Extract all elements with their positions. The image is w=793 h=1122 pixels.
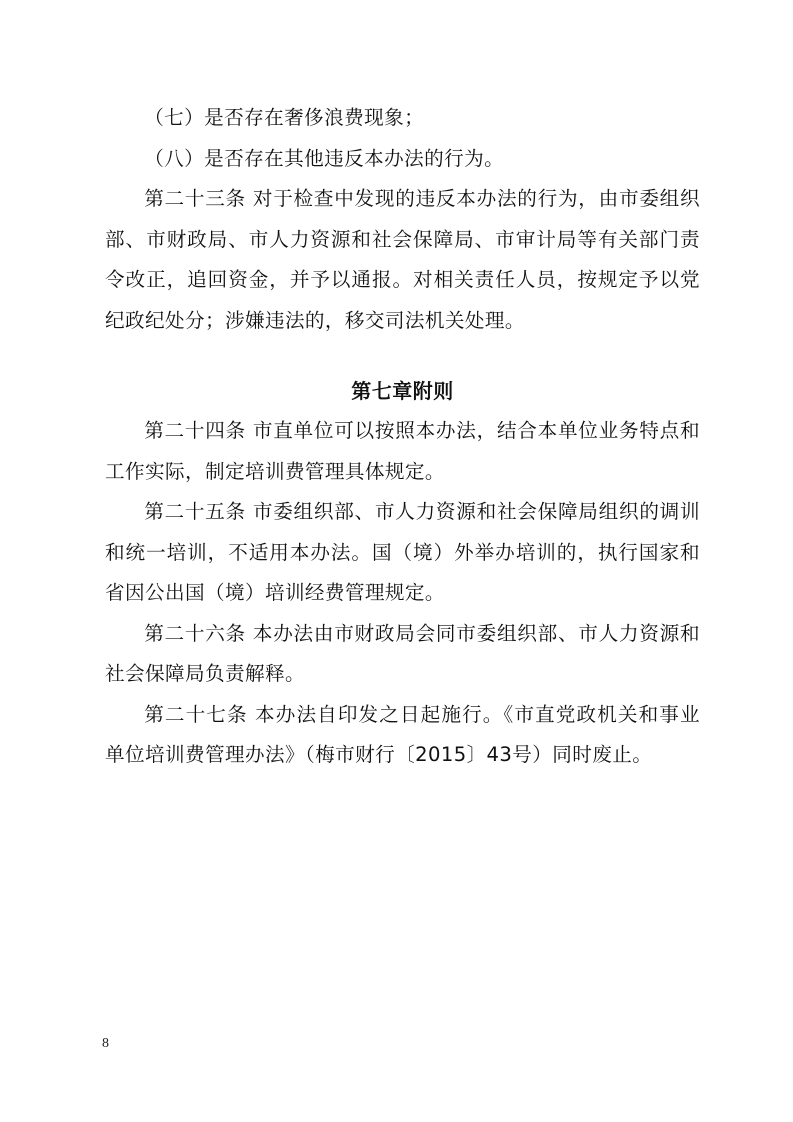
paragraph-item-7: （七）是否存在奢侈浪费现象； xyxy=(144,106,425,129)
page-number: 8 xyxy=(102,1036,109,1051)
paragraph-article-26: 第二十六条 本办法由市财政局会同市委组织部、市人力资源和社会保障局负责解释。 xyxy=(105,621,700,685)
paragraph-article-25: 第二十五条 市委组织部、市人力资源和社会保障局组织的调训和统一培训，不适用本办法。国（境）外举办培训的，执行国家和省因公出国（境）培训经费管理规定。 xyxy=(105,500,700,604)
paragraph-article-24: 第二十四条 市直单位可以按照本办法，结合本单位业务特点和工作实际，制定培训费管理具体规定。 xyxy=(105,419,700,483)
paragraph-article-27: 第二十七条 本办法自印发之日起施行。《市直党政机关和事业单位培训费管理办法》（梅市财行〔2015〕43号）同时废止。 xyxy=(105,702,700,766)
paragraph-item-8: （八）是否存在其他违反本办法的行为。 xyxy=(144,146,505,170)
paragraph-article-23: 第二十三条 对于检查中发现的违反本办法的行为，由市委组织部、市财政局、市人力资源和社会保障局、市审计局等有关部门责令改正，追回资金，并予以通报。对相关责任人员，按规定予以党纪政纪处分；涉嫌违法的，移交司法机关处理。 xyxy=(105,187,700,332)
document-body xyxy=(105,98,700,776)
chapter-heading: 第七章附则 xyxy=(351,379,454,403)
